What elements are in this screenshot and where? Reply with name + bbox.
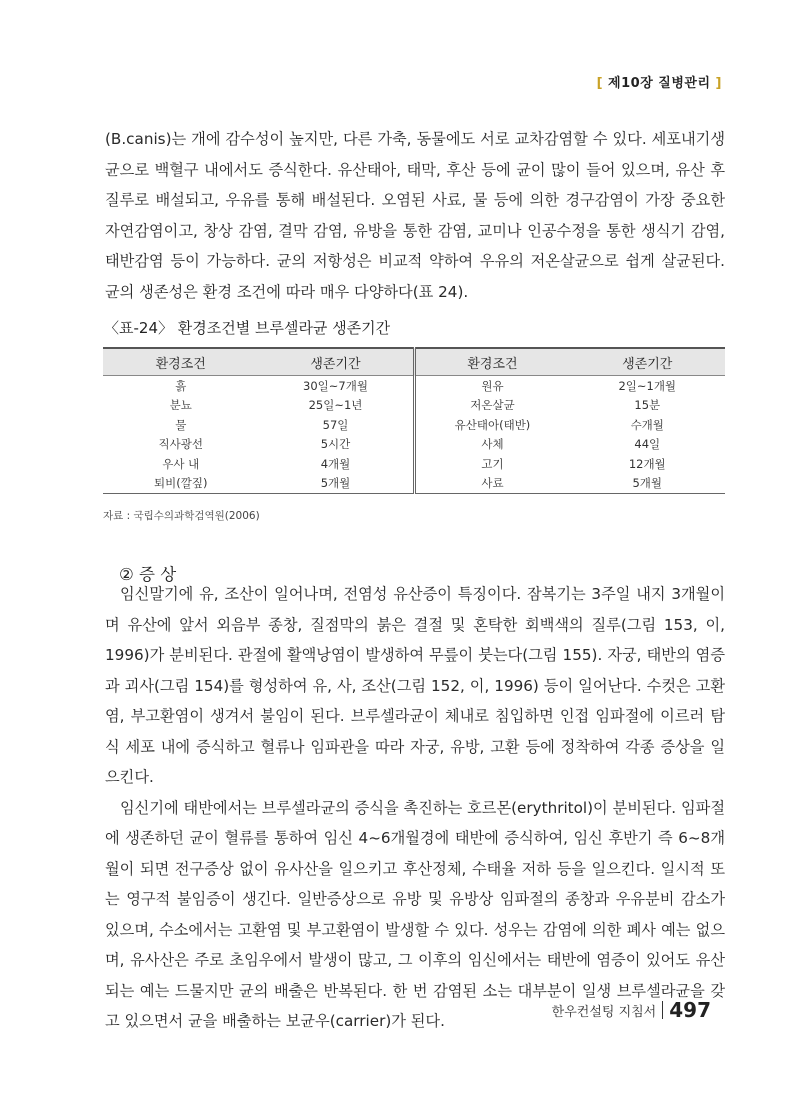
header-duration-1: 생존기간 xyxy=(259,348,415,376)
chapter-title: 제10장 질병관리 xyxy=(608,76,711,91)
table-cell: 5개월 xyxy=(320,476,351,491)
footer-divider xyxy=(662,1001,663,1019)
section-heading: ② 증 상 xyxy=(119,565,177,584)
table-row xyxy=(103,396,725,416)
table-cell: 12개월 xyxy=(628,456,666,471)
table-caption: 〈표-24〉 환경조건별 브루셀라균 생존기간 xyxy=(104,319,391,337)
table-cell: 57일 xyxy=(322,417,349,432)
table-cell: 원유 xyxy=(414,376,570,396)
table-cell: 유산태아(태반) xyxy=(414,415,570,435)
table-cell: 퇴비(깔짚) xyxy=(154,476,208,491)
symptoms-paragraph-2: 임신기에 태반에서는 브루셀라균의 증식을 촉진하는 호르몬(erythritol)이 분비된다. 임파절에 생존하던 균이 혈류를 통하여 임신 4~6개월경에 태반에 증식하여, 임신 후반기 즉 6~8개월이 되면 전구증상 없이 유사산을 일으키고 후산정체, 수태율 저하 등을 일으킨다. 일시적 또는 영구적 불임증이 생긴다. 일반증상으로 유방 및 유방상 임파절의 종창과 우유분비 감소가 있으며, 수소에서는 고환염 및 부고환염이 발생할 수 있다. 성우는 감염에 의한 폐사 예는 없으며, 유사산은 주로 초임우에서 발생이 많고, 그 이후의 임신에서는 태반에 염증이 있어도 유산되는 예는 드물지만 균의 배출은 반복된다. 한 번 감염된 소는 대부분이 일생 브루셀라균을 갖고 있으면서 균을 배출하는 보균우(carrier)가 된다. xyxy=(105,798,725,1030)
table-row xyxy=(103,454,725,474)
page-number: 497 xyxy=(669,998,711,1022)
table-cell: 직사광선 xyxy=(158,437,203,452)
intro-paragraph-block xyxy=(105,124,725,307)
table-cell: 5개월 xyxy=(632,476,663,491)
table-cell: 우사 내 xyxy=(162,456,200,471)
table-cell: 4개월 xyxy=(320,456,351,471)
chapter-header xyxy=(597,72,722,91)
table-cell: 2일~1개월 xyxy=(618,378,677,393)
header-condition-1: 환경조건 xyxy=(103,348,259,376)
book-title: 한우컨설팅 지침서 xyxy=(551,1004,657,1020)
header-duration-2: 생존기간 xyxy=(570,348,726,376)
table-cell: 저온살균 xyxy=(414,396,570,416)
table-cell: 분뇨 xyxy=(169,398,192,413)
table-cell: 25일~1년 xyxy=(308,398,363,413)
table-cell: 15분 xyxy=(634,398,661,413)
table-cell: 30일~7개월 xyxy=(303,378,368,393)
table-cell: 흙 xyxy=(175,378,187,393)
bracket-left: [ xyxy=(596,76,604,91)
table-cell: 5시간 xyxy=(320,437,351,452)
table-row xyxy=(103,474,725,494)
table-cell: 사체 xyxy=(414,435,570,455)
bracket-right: ] xyxy=(715,76,722,91)
table-row xyxy=(103,376,725,396)
symptoms-paragraph-block xyxy=(105,579,725,1037)
survival-table xyxy=(103,347,725,494)
intro-paragraph: (B.canis)는 개에 감수성이 높지만, 다른 가축, 동물에도 서로 교차감염할 수 있다. 세포내기생균으로 백혈구 내에서도 증식한다. 유산태아, 태막, 후산 등에 균이 많이 들어 있으며, 유산 후 질루로 배설되고, 우유를 통해 배설된다. 오염된 사료, 물 등에 의한 경구감염이 가장 중요한 자연감염이고, 창상 감염, 결막 감염, 유방을 통한 감염, 교미나 인공수정을 통한 생식기 감염, 태반감염 등이 가능하다. 균의 저항성은 비교적 약하여 우유의 저온살균으로 쉽게 살균된다. 균의 생존성은 환경 조건에 따라 매우 다양하다(표 24). xyxy=(105,130,725,301)
table-cell: 고기 xyxy=(414,454,570,474)
table-cell: 44일 xyxy=(634,437,661,452)
table-header-row xyxy=(103,348,725,376)
table-source-note: 자료 : 국립수의과학검역원(2006) xyxy=(103,510,260,522)
page-footer xyxy=(552,998,711,1022)
table-cell: 물 xyxy=(175,417,187,432)
table-row xyxy=(103,415,725,435)
symptoms-paragraph-1: 임신말기에 유, 조산이 일어나며, 전염성 유산증이 특징이다. 잠복기는 3주일 내지 3개월이며 유산에 앞서 외음부 종창, 질점막의 붉은 결절 및 혼탁한 회백색의 질루(그림 153, 이, 1996)가 분비된다. 관절에 활액낭염이 발생하여 무릎이 붓는다(그림 155). 자궁, 태반의 염증과 괴사(그림 154)를 형성하여 유, 사, 조산(그림 152, 이, 1996) 등이 일어난다. 수컷은 고환염, 부고환염이 생겨서 불임이 된다. 브루셀라균이 체내로 침입하면 인접 임파절에 이르러 탐식 세포 내에 증식하고 혈류나 임파관을 따라 자궁, 유방, 고환 등에 정착하여 각종 증상을 일으킨다. xyxy=(105,585,725,786)
table-row xyxy=(103,435,725,455)
table-cell: 수개월 xyxy=(630,417,664,432)
table-cell: 사료 xyxy=(414,474,570,494)
header-condition-2: 환경조건 xyxy=(414,348,570,376)
